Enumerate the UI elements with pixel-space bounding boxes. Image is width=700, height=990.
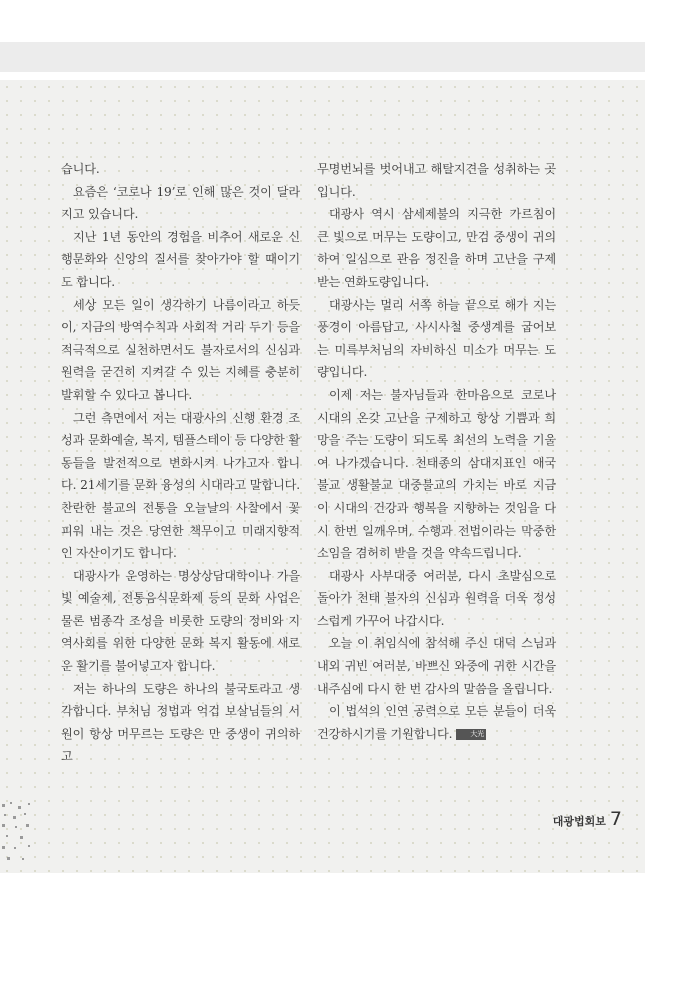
paragraph: 세상 모든 일이 생각하기 나름이라고 하듯이, 지금의 방역수칙과 사회적 거리 두기 등을 적극적으로 실천하면서도 불자로서의 신심과 원력을 굳건히 지켜갈 수 있는 지혜를 충분히 발휘할 수 있다고 봅니다. [61, 297, 300, 402]
paragraph-text: 이 법석의 인연 공력으로 모든 분들이 더욱 건강하시기를 기원합니다. [317, 704, 556, 741]
paragraph: 오늘 이 취임식에 참석해 주신 대덕 스님과 내외 귀빈 여러분, 바쁘신 와중에 귀한 시간을 내주심에 다시 한 번 감사의 말씀을 올립니다. [317, 636, 556, 696]
right-text-column [317, 158, 556, 745]
paragraph: 대광사는 멀리 서쪽 하늘 끝으로 해가 지는 풍경이 아름답고, 사시사철 중생계를 굽어보는 미륵부처님의 자비하신 미소가 머무는 도량입니다. [317, 297, 556, 380]
paragraph: 요즘은 ‘코로나 19’로 인해 많은 것이 달라지고 있습니다. [61, 184, 300, 222]
page-number: 7 [609, 808, 622, 830]
publication-name: 대광법회보 [552, 815, 606, 828]
paragraph: 저는 하나의 도량은 하나의 불국토라고 생각합니다. 부처님 정법과 억겁 보살님들의 서원이 항상 머무르는 도량은 만 중생이 귀의하고 [61, 681, 300, 764]
paragraph: 이제 저는 불자님들과 한마음으로 코로나 시대의 온갖 고난을 구제하고 항상 기쁨과 희망을 주는 도량이 되도록 최선의 노력을 기울여 나가겠습니다. 천태종의 삼대지표인 애국불교 생활불교 대중불교의 가치는 바로 지금 이 시대의 건강과 행복을 지향하는 것임을 다시 한번 일깨우며, 수행과 전법이라는 막중한 소임을 겸허히 받을 것을 약속드립니다. [317, 387, 556, 561]
paragraph: 습니다. [61, 162, 100, 176]
page-footer [553, 808, 622, 830]
paragraph: 그런 측면에서 저는 대광사의 신행 환경 조성과 문화예술, 복지, 템플스테이 등 다양한 활동들을 발전적으로 변화시켜 나가고자 합니다. 21세기를 문화 융성의 시대라고 말합니다. 찬란한 불교의 전통을 오늘날의 사찰에서 꽃피워 내는 것은 당연한 책무이고 미래지향적인 자산이기도 합니다. [61, 410, 301, 561]
top-gray-band [0, 42, 645, 72]
paragraph: 대광사 역시 삼세제불의 지극한 가르침이 큰 빛으로 머무는 도량이고, 만검 중생이 귀의하여 일심으로 관음 정진을 하며 고난을 구제받는 연화도량입니다. [317, 207, 556, 289]
decorative-dots [0, 800, 36, 870]
left-text-column [61, 158, 300, 768]
paragraph: 대광사 사부대중 여러분, 다시 초발심으로 돌아가 천태 불자의 신심과 원력을 더욱 정성스럽게 가꾸어 나갑시다. [317, 568, 556, 628]
end-mark: 大光 [456, 729, 486, 740]
paragraph: 대광사가 운영하는 명상상담대학이나 가을빛 예술제, 전통음식문화제 등의 문화 사업은 물론 범종각 조성을 비롯한 도량의 정비와 지역사회를 위한 다양한 문화 복지 활동에 새로운 활기를 불어넣고자 합니다. [61, 568, 300, 674]
paragraph: 지난 1년 동안의 경험을 비추어 새로운 신행문화와 신앙의 질서를 찾아가야 할 때이기도 합니다. [61, 229, 300, 289]
paragraph: 무명번뇌를 벗어내고 해탈지견을 성취하는 곳입니다. [317, 162, 556, 199]
paragraph-final [317, 700, 556, 745]
